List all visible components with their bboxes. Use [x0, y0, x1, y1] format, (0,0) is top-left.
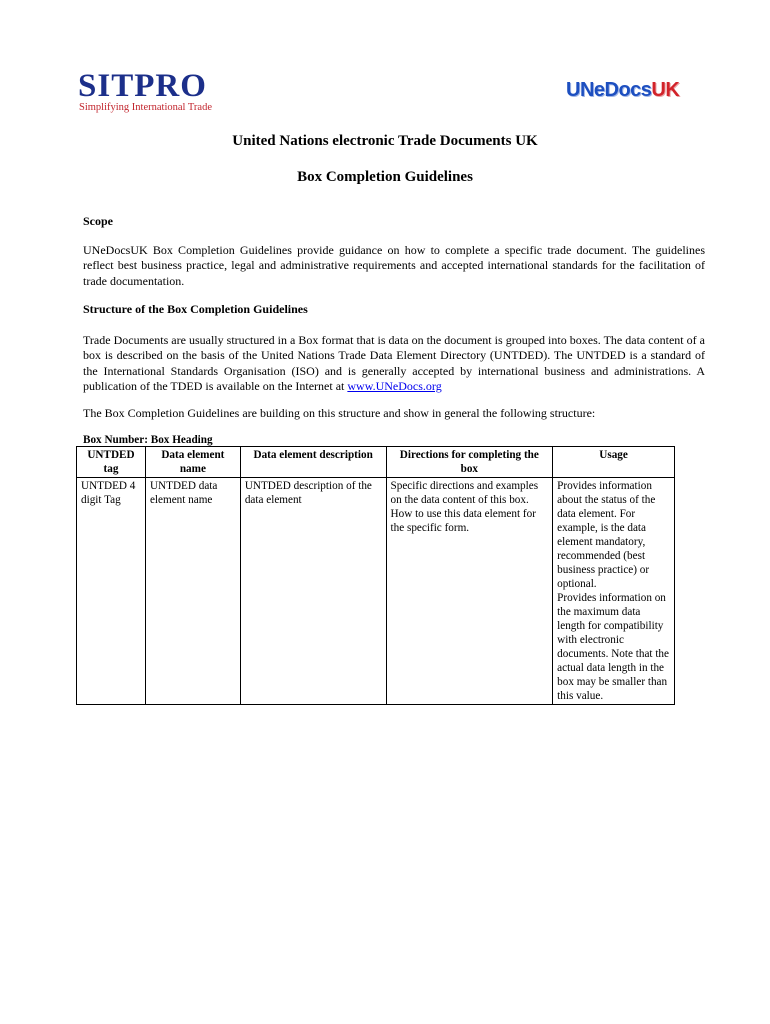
cell-untded-tag: UNTDED 4 digit Tag — [77, 478, 146, 705]
cell-data-element-description: UNTDED description of the data element — [240, 478, 386, 705]
usage-status-text: Provides information about the status of the data element. For example, is the data element mandatory, recommended (best business practice) or optional. — [557, 480, 656, 590]
box-structure-table — [76, 446, 675, 705]
usage-length-text: Provides information on the maximum data length for compatibility with electronic documents. Note that the actual data length in the box may be smaller than this value. — [557, 592, 669, 702]
structure-text: Trade Documents are usually structured in a Box format that is data on the document is grouped into boxes. The data content of a box is described on the basis of the United Nations Trade Data Element Directory (UNTDED). The UNTDED is a standard of the International Standards Organisation (ISO) and is generally accepted by international business and administrations. A publication of the TDED is available on the Internet at — [83, 333, 705, 394]
cell-directions: Specific directions and examples on the data content of this box. How to use this data element for the specific form. — [386, 478, 553, 705]
header-directions: Directions for completing the box — [386, 447, 553, 478]
header-data-element-description: Data element description — [240, 447, 386, 478]
cell-usage — [553, 478, 675, 705]
table-header-row — [77, 447, 675, 478]
unedocs-uk-logo — [566, 78, 679, 102]
structure-heading: Structure of the Box Completion Guidelines — [83, 302, 308, 316]
scope-paragraph: UNeDocsUK Box Completion Guidelines provide guidance on how to complete a specific trade document. The guidelines reflect best business practice, legal and administrative requirements and accepted international standards for the facilitation of trade documentation. — [83, 243, 705, 288]
document-title: United Nations electronic Trade Documents UK — [232, 133, 538, 149]
box-heading-caption: Box Number: Box Heading — [83, 434, 213, 446]
sitpro-logo-name: SITPRO — [78, 68, 207, 104]
scope-heading: Scope — [83, 214, 113, 228]
header-data-element-name: Data element name — [145, 447, 240, 478]
header-usage: Usage — [553, 447, 675, 478]
sitpro-logo — [78, 70, 212, 114]
header-untded-tag: UNTDED tag — [77, 447, 146, 478]
unedocs-logo-text: UNeDocs — [566, 79, 652, 101]
document-subtitle: Box Completion Guidelines — [297, 169, 473, 185]
structure-paragraph — [83, 333, 705, 395]
unedocs-link[interactable]: www.UNeDocs.org — [347, 379, 442, 394]
sitpro-logo-tagline: Simplifying International Trade — [79, 102, 212, 113]
table-row — [77, 478, 675, 705]
structure-intro: The Box Completion Guidelines are building on this structure and show in general the following structure: — [83, 406, 596, 420]
unedocs-logo-uk: UK — [651, 79, 680, 101]
cell-data-element-name: UNTDED data element name — [145, 478, 240, 705]
